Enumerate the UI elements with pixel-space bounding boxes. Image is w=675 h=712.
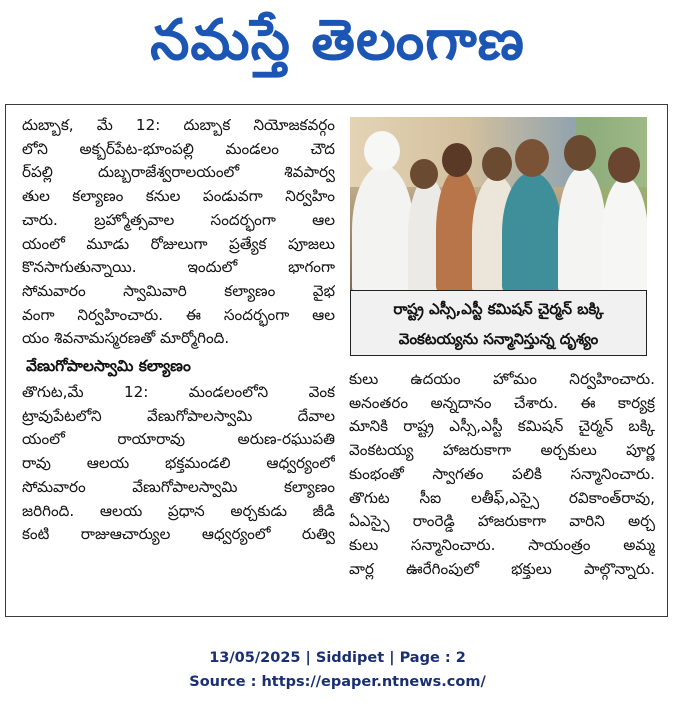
photo-person-head	[442, 143, 472, 177]
text-line: వంగా నిర్వహించారు. ఈ సందర్భంగా ఆల	[22, 305, 335, 324]
news-photo	[350, 117, 647, 290]
photo-person	[558, 167, 606, 290]
text-line: కులు సన్మానించారు. సాయంత్రం అమ్మ	[349, 535, 655, 554]
photo-person	[352, 165, 414, 290]
photo-caption	[350, 290, 647, 356]
text-line: తొగుట సీఐ లతీఫ్,ఎస్సై రవికాంత్‌రావు,	[349, 488, 655, 507]
text-line: రావు ఆలయ భక్తమండలి ఆధ్వర్యంలో	[22, 454, 335, 473]
photo-person-head	[364, 131, 400, 171]
article-paragraph-1	[22, 114, 335, 351]
text-line: సోమవారం వేణుగోపాలస్వామి కల్యాణం	[22, 477, 335, 496]
text-line: దుబ్బాక, మే 12: దుబ్బాక నియోజకవర్గం	[22, 116, 335, 134]
text-line: సోమవారం స్వామివారి కల్యాణం వైభ	[22, 281, 335, 300]
newspaper-title: నమస్తే తెలంగాణ	[150, 8, 525, 73]
footer-source: Source : https://epaper.ntnews.com/	[189, 674, 486, 690]
article-paragraph-2	[22, 381, 335, 547]
right-column	[349, 368, 655, 581]
footer-dateline: 13/05/2025 | Siddipet | Page : 2	[209, 650, 466, 666]
text-line: ట్రావుపేటలోని వేణుగోపాలస్వామి దేవాల	[22, 406, 335, 425]
photo-person-head	[608, 147, 640, 183]
photo-person-head	[410, 159, 438, 189]
text-line: అనంతరం అన్నదానం చేశారు. ఈ కార్యక్ర	[349, 393, 655, 412]
text-line: యంలో మూడు రోజులుగా ప్రత్యేక పూజలు	[22, 234, 335, 253]
text-line: తుల కల్యాణం కనుల పండువగా నిర్వహిం	[22, 187, 335, 206]
left-column	[22, 114, 335, 547]
text-line: ర్‌పల్లి దుబ్బరాజేశ్వరాలయంలో శివపార్వ	[22, 163, 335, 182]
photo-person-head	[515, 139, 549, 177]
text-line: జరిగింది. ఆలయ ప్రధాన అర్చకుడు జీడి	[22, 501, 335, 520]
photo-person	[502, 172, 562, 290]
photo-caption-line-2: వెంకటయ్యను సన్మానిస్తున్న దృశ్యం	[398, 330, 599, 348]
text-line: వార్ల ఊరేగింపులో భక్తులు పాల్గొన్నారు.	[349, 559, 655, 578]
photo-caption-line-1: రాష్ట్ర ఎస్సీ,ఎస్టీ కమిషన్ చైర్మన్ బక్కి	[393, 300, 604, 318]
text-line: ఏఎస్సై రాంరెడ్డి హాజరుకాగా వారిని అర్చ	[349, 512, 655, 531]
text-line: తొగుట,మే 12: మండలంలోని వెంక	[22, 383, 335, 402]
text-line: కులు ఉదయం హోమం నిర్వహించారు.	[349, 370, 655, 388]
photo-person-head	[564, 135, 596, 171]
photo-person-head	[482, 147, 512, 181]
text-line: మానికి రాష్ట్ర ఎస్సీ,ఎస్టీ కమిషన్ చైర్మన్ బక్కి	[349, 417, 655, 436]
text-line: యంలో రాయారావు అరుణ-రఘుపతి	[22, 430, 335, 449]
text-line: కొనసాగుతున్నాయి. ఇందులో భాగంగా	[22, 258, 335, 277]
section-subheading: వేణుగోపాలస్వామి కల్యాణం	[26, 357, 191, 376]
text-line: వెంకటయ్య హాజరుకాగా అర్చకులు పూర్ణ	[349, 441, 655, 460]
text-line: చారు. బ్రహ్మోత్సవాల సందర్భంగా ఆల	[22, 210, 335, 229]
text-line: లోని అక్బర్‌పేట-భూంపల్లి మండలం చౌద	[22, 139, 335, 158]
text-line: కుంభంతో స్వాగతం పలికి సన్మానించారు.	[349, 464, 655, 483]
text-line: కంటి రాజుఆచార్యుల ఆధ్వర్యంలో రుత్వి	[22, 525, 335, 544]
text-line: యం శివనామస్మరణతో మార్మోగింది.	[22, 329, 230, 348]
photo-person	[602, 177, 647, 290]
masthead	[0, 0, 675, 95]
